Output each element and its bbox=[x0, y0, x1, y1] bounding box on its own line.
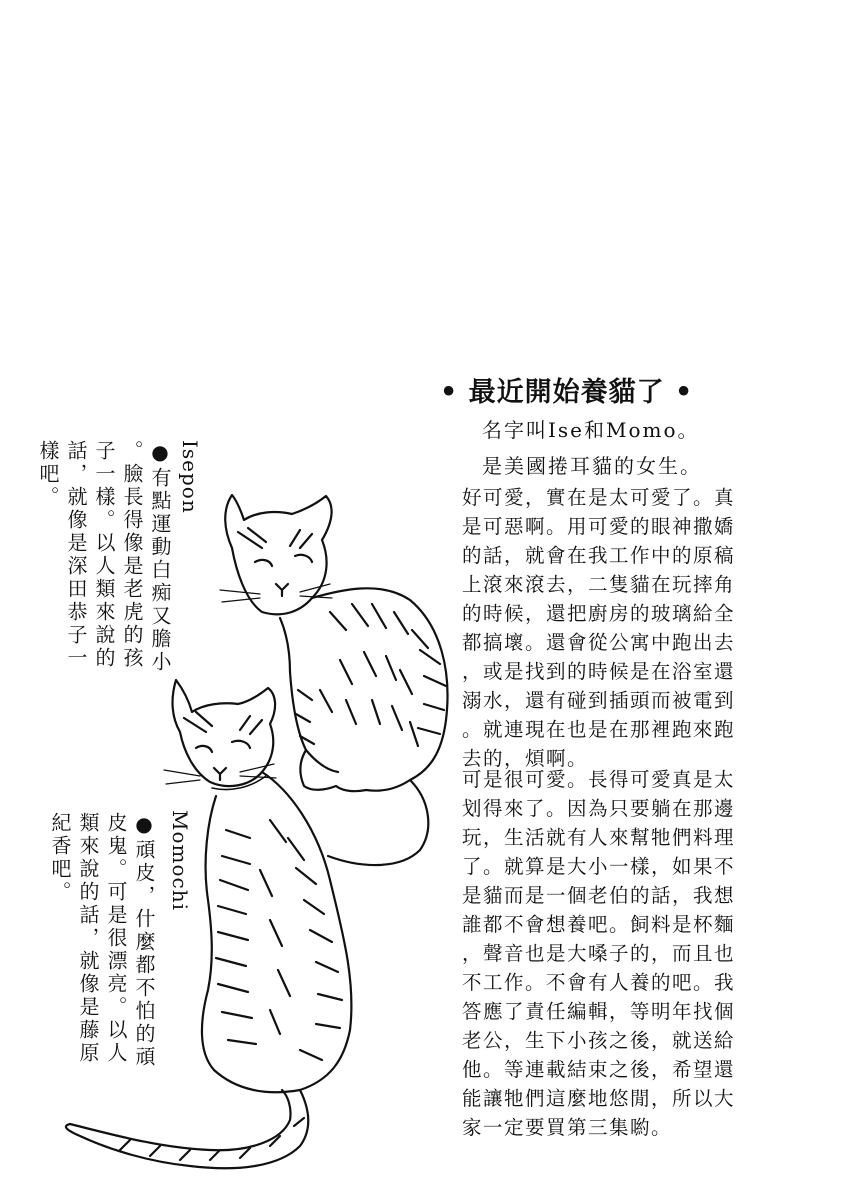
text-line: 的話，就會在我工作中的原稿 bbox=[462, 544, 736, 567]
intro-line-1: 名字叫Ise和Momo。 bbox=[482, 418, 700, 442]
text-line: 溺水，還有碰到插頭而被電到 bbox=[462, 689, 736, 712]
momochi-cat-tail bbox=[66, 1090, 308, 1168]
text-line: 玩，生活就有人來幫牠們料理 bbox=[462, 826, 736, 849]
intro-line-2: 是美國捲耳貓的女生。 bbox=[482, 454, 702, 478]
isepon-cat-tail bbox=[328, 780, 428, 865]
text-line: 好可愛，實在是太可愛了。真 bbox=[462, 486, 736, 509]
text-line: 答應了責任編輯，等明年找個 bbox=[462, 1000, 736, 1023]
text-line: 上滾來滾去，二隻貓在玩摔角 bbox=[462, 573, 736, 596]
text-line: 是貓而是一個老伯的話，我想 bbox=[462, 884, 736, 907]
text-line: 的時候，還把廚房的玻璃給全 bbox=[462, 602, 736, 625]
text-line: 不工作。不會有人養的吧。我 bbox=[462, 971, 736, 994]
text-line: 他。等連載結束之後，希望還 bbox=[462, 1058, 736, 1081]
text-line: 划得來了。因為只要躺在那邊 bbox=[462, 797, 736, 820]
text-line: 都搞壞。還會從公寓中跑出去 bbox=[462, 631, 736, 654]
text-line: 誰都不會想養吧。飼料是杯麵 bbox=[462, 913, 736, 936]
text-line: 家一定要買第三集喲。 bbox=[462, 1116, 673, 1139]
isepon-name-label: Isepon bbox=[178, 440, 202, 514]
text-line: ，或是找到的時候是在浴室還 bbox=[462, 660, 736, 683]
text-line: 老公，生下小孩之後，就送給 bbox=[462, 1029, 736, 1052]
isepon-description: ●有點運動白痴又膽小 。臉長得像是老虎的孩 子一樣。以人類來說的 話，就像是深田恭子一 樣吧。 bbox=[36, 440, 172, 674]
text-line: 。就連現在也是在那裡跑來跑 bbox=[462, 718, 736, 741]
momochi-name-label: Momochi bbox=[168, 810, 192, 912]
article-title: • 最近開始養貓了 • bbox=[440, 377, 694, 408]
text-line: 能讓牠們這麼地悠閒，所以大 bbox=[462, 1087, 736, 1110]
text-line: ，聲音也是大嗓子的，而且也 bbox=[462, 942, 736, 965]
text-line: 去的，煩啊。 bbox=[462, 747, 589, 770]
paragraph-2 bbox=[462, 765, 735, 1142]
text-line: 了。就算是大小一樣，如果不 bbox=[462, 855, 736, 878]
text-line: 是可惡啊。用可愛的眼神撒嬌 bbox=[462, 515, 736, 538]
momochi-description: ●頑皮，什麼都不怕的頑 皮鬼。可是很漂亮。以人 類來說的話，就像是藤原 紀香吧。 bbox=[48, 812, 156, 1069]
text-line: 可是很可愛。長得可愛真是太 bbox=[462, 768, 736, 791]
paragraph-1 bbox=[462, 483, 735, 773]
